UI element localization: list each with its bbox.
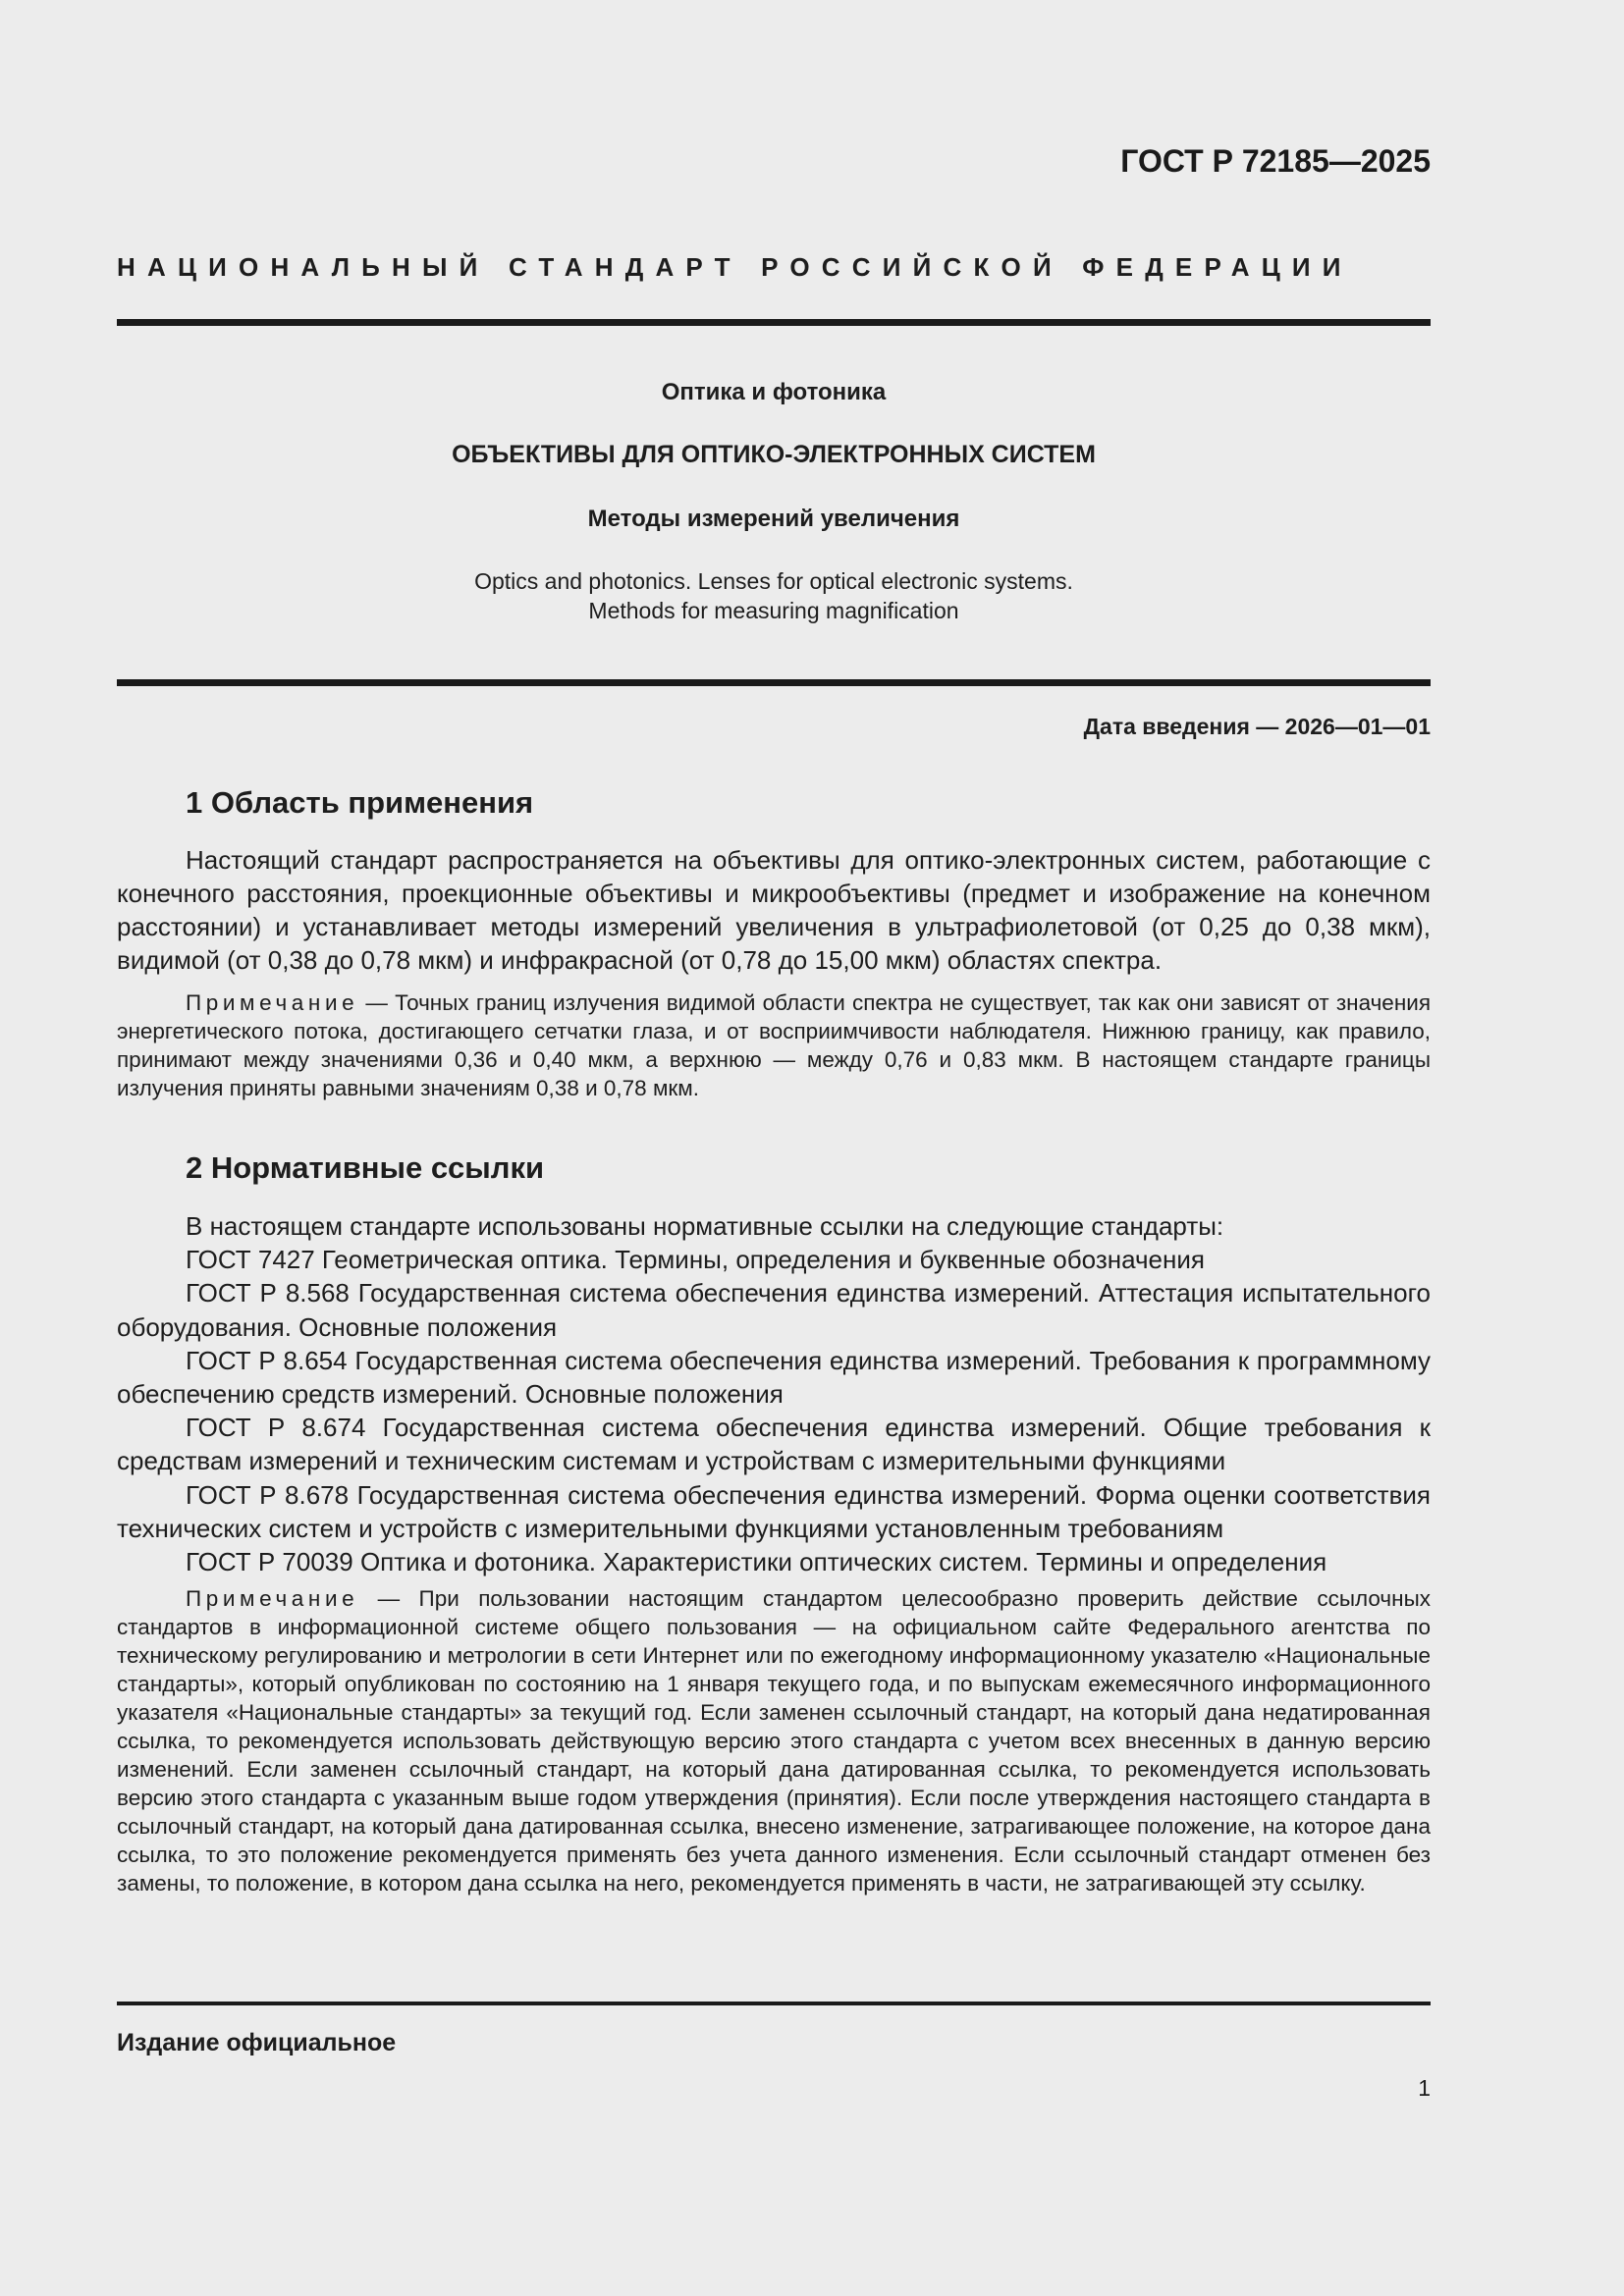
official-edition-label: Издание официальное: [117, 2029, 397, 2056]
reference-item: ГОСТ Р 8.674 Государственная система обеспечения единства измерений. Общие требования к средствам измерений и техническим системам и устройствам с измерительными функциями: [117, 1413, 1431, 1476]
section-1-heading: 1 Область применения: [186, 785, 534, 820]
reference-item: ГОСТ Р 8.568 Государственная система обеспечения единства измерений. Аттестация испытательного оборудования. Основные положения: [117, 1278, 1431, 1342]
document-title: ОБЪЕКТИВЫ ДЛЯ ОПТИКО-ЭЛЕКТРОННЫХ СИСТЕМ: [452, 441, 1096, 468]
reference-item: ГОСТ 7427 Геометрическая оптика. Термины, определения и буквенные обозначения: [186, 1245, 1205, 1275]
english-title-line-1: Optics and photonics. Lenses for optical electronic systems.: [474, 568, 1073, 594]
english-title: [117, 566, 1431, 625]
national-standard-heading: НАЦИОНАЛЬНЫЙ СТАНДАРТ РОССИЙСКОЙ ФЕДЕРАЦИИ: [117, 252, 1353, 282]
english-title-line-2: Methods for measuring magnification: [588, 598, 959, 623]
note-label: Примечание: [186, 1586, 359, 1611]
normative-references: [117, 1209, 1431, 1578]
references-intro: В настоящем стандарте использованы нормативные ссылки на следующие стандарты:: [186, 1211, 1224, 1241]
reference-item: ГОСТ Р 8.654 Государственная система обеспечения единства измерений. Требования к программному обеспечению средств измерений. Основные положения: [117, 1345, 1431, 1410]
note-text: — Точных границ излучения видимой области спектра не существует, так как они зависят от значения энергетического потока, достигающего сетчатки глаза, и от восприимчивости наблюдателя. Нижнюю границу, как правило, принимают между значениями 0,36 и 0,40 мкм, а верхнюю — между 0,76 и 0,83 мкм. В настоящем стандарте границы излучения приняты равными значениям 0,38 и 0,78 мкм.: [117, 990, 1431, 1100]
page-number: 1: [1418, 2075, 1431, 2101]
section-2-note: [117, 1584, 1431, 1897]
section-1-text: Настоящий стандарт распространяется на объективы для оптико-электронных систем, работающие с конечного расстояния, проекционные объективы и микрообъективы (предмет и изображение на конечном расстоянии) и устанавливает методы измерений увеличения в ультрафиолетовой (от 0,25 до 0,38 мкм), видимой (от 0,38 до 0,78 мкм) и инфракрасной (от 0,78 до 15,00 мкм) областях спектра.: [117, 845, 1431, 975]
topic-title: Оптика и фотоника: [661, 379, 887, 405]
document-number: ГОСТ Р 72185—2025: [1120, 143, 1431, 179]
introduction-date: Дата введения — 2026—01—01: [1083, 714, 1431, 739]
top-divider: [117, 319, 1431, 326]
title-divider: [117, 679, 1431, 686]
document-subtitle: Методы измерений увеличения: [587, 506, 960, 532]
reference-item: ГОСТ Р 8.678 Государственная система обеспечения единства измерений. Форма оценки соответствия технических систем и устройств с измерительными функциями установленным требованиям: [117, 1479, 1431, 1543]
note-label: Примечание: [186, 990, 359, 1015]
note-text: — При пользовании настоящим стандартом целесообразно проверить действие ссылочных стандартов в информационной системе общего пользования — на официальном сайте Федерального агентства по техническому регулированию и метрологии в сети Интернет или по ежегодному информационному указателю «Национальные стандарты», который опубликован по состоянию на 1 января текущего года, и по выпускам ежемесячного информационного указателя «Национальные стандарты» за текущий год. Если заменен ссылочный стандарт, на который дана недатированная ссылка, то рекомендуется использовать действующую версию этого стандарта с учетом всех внесенных в данную версию изменений. Если заменен ссылочный стандарт, на который дана датированная ссылка, то рекомендуется использовать версию этого стандарта с указанным выше годом утверждения (принятия). Если после утверждения настоящего стандарта в ссылочный стандарт, на который дана датированная ссылка, внесено изменение, затрагивающее положение, на которое дана ссылка, то это положение рекомендуется применять без учета данного изменения. Если ссылочный стандарт отменен без замены, то положение, в котором дана ссылка на него, рекомендуется применять в части, не затрагивающей эту ссылку.: [117, 1586, 1431, 1896]
section-1-note: [117, 988, 1431, 1102]
reference-item: ГОСТ Р 70039 Оптика и фотоника. Характеристики оптических систем. Термины и определения: [186, 1547, 1327, 1577]
footer-divider: [117, 2002, 1431, 2005]
section-2-heading: 2 Нормативные ссылки: [186, 1150, 545, 1185]
